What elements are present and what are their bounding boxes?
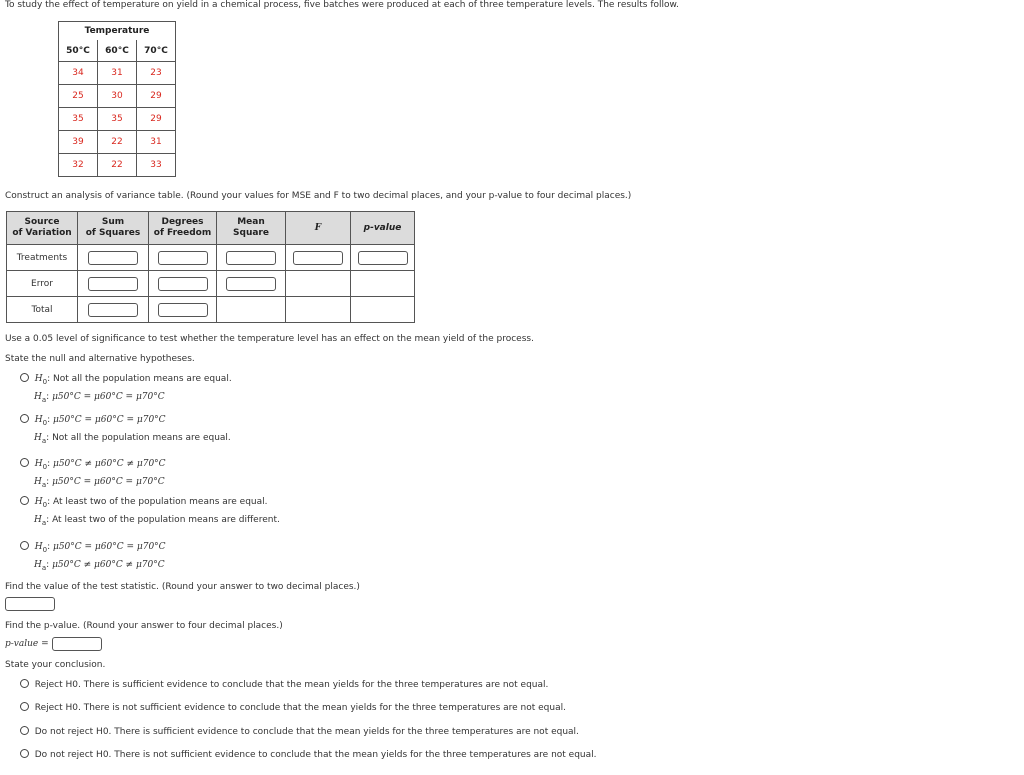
radio-button[interactable] <box>20 679 29 688</box>
conclusion-option-3[interactable] <box>20 726 579 738</box>
conclusion-text: There is not sufficient evidence to conclude that the mean yields for the three temperatures are not equal. <box>114 750 597 760</box>
ha-text: At least two of the population means are different. <box>52 515 280 525</box>
h0-text: μ50°C = μ60°C = μ70°C <box>52 542 166 552</box>
radio-button[interactable] <box>20 726 29 735</box>
h0-text: μ50°C ≠ μ60°C ≠ μ70°C <box>52 459 166 469</box>
conclusion-option-2[interactable] <box>20 702 566 714</box>
header-p-value: p-value <box>351 212 415 245</box>
table-caption: Temperature <box>59 22 176 41</box>
row-label-error: Error <box>7 271 78 297</box>
conclusion-option-1[interactable] <box>20 679 548 691</box>
error-ms-input[interactable] <box>226 277 276 291</box>
table-row <box>59 62 176 85</box>
hypothesis-option-1[interactable]: $H_0$: Not all the population means are equal. $H_a$: μ50°C = μ60°C = μ70°C <box>20 373 232 403</box>
treatments-df-input[interactable] <box>158 251 208 265</box>
conclusion-text: There is sufficient evidence to conclude that the mean yields for the three temperatures are not equal. <box>114 727 579 737</box>
error-df-input[interactable] <box>158 277 208 291</box>
anova-row-error <box>7 271 415 297</box>
ha-text: μ50°C = μ60°C = μ70°C <box>52 477 165 487</box>
radio-button[interactable] <box>20 373 29 382</box>
anova-instruction: Construct an analysis of variance table. (Round your values for MSE and F to two decimal places, and your p-value to four decimal places.) <box>5 191 632 201</box>
radio-button[interactable] <box>20 414 29 423</box>
pvalue-prompt: Find the p-value. (Round your answer to four decimal places.) <box>5 621 283 631</box>
treatments-pvalue-input[interactable] <box>358 251 408 265</box>
header-source: Source of Variation <box>7 212 78 245</box>
header-degrees-freedom: Degrees of Freedom <box>149 212 217 245</box>
total-ss-input[interactable] <box>88 303 138 317</box>
row-label-total: Total <box>7 297 78 323</box>
table-cell: 23 <box>137 62 176 85</box>
table-cell: 34 <box>59 62 98 85</box>
hypotheses-prompt: State the null and alternative hypotheses. <box>5 354 195 364</box>
treatments-f-input[interactable] <box>293 251 343 265</box>
ha-text: μ50°C = μ60°C = μ70°C <box>52 392 165 402</box>
empty-cell <box>351 271 415 297</box>
anova-row-total <box>7 297 415 323</box>
conclusion-text: There is sufficient evidence to conclude that the mean yields for the three temperatures are not equal. <box>83 680 549 690</box>
table-cell: 22 <box>98 154 137 177</box>
table-cell: 35 <box>59 108 98 131</box>
hypothesis-option-3[interactable]: $H_0$: μ50°C ≠ μ60°C ≠ μ70°C $H_a$: μ50°C = μ60°C = μ70°C <box>20 458 166 488</box>
pvalue-input[interactable] <box>52 637 102 651</box>
table-cell: 31 <box>137 131 176 154</box>
conclusion-action: Do not reject H0. <box>34 727 112 737</box>
table-row <box>59 85 176 108</box>
treatments-ss-input[interactable] <box>88 251 138 265</box>
table-cell: 31 <box>98 62 137 85</box>
ha-text: μ50°C ≠ μ60°C ≠ μ70°C <box>52 560 165 570</box>
conclusion-action: Reject H0. <box>34 703 81 713</box>
conclusion-action: Do not reject H0. <box>34 750 112 760</box>
table-cell: 35 <box>98 108 137 131</box>
header-sum-squares: Sum of Squares <box>78 212 149 245</box>
row-label-treatments: Treatments <box>7 245 78 271</box>
anova-row-treatments <box>7 245 415 271</box>
h0-text: At least two of the population means are equal. <box>52 497 268 507</box>
conclusion-action: Reject H0. <box>34 680 81 690</box>
col-header-70c: 70°C <box>137 40 176 62</box>
table-cell: 25 <box>59 85 98 108</box>
h0-text: Not all the population means are equal. <box>52 374 232 384</box>
radio-button[interactable] <box>20 749 29 758</box>
empty-cell <box>286 271 351 297</box>
conclusion-prompt: State your conclusion. <box>5 660 106 670</box>
table-cell: 33 <box>137 154 176 177</box>
table-cell: 22 <box>98 131 137 154</box>
table-cell: 29 <box>137 108 176 131</box>
radio-button[interactable] <box>20 702 29 711</box>
table-cell: 29 <box>137 85 176 108</box>
header-f: F <box>286 212 351 245</box>
table-cell: 32 <box>59 154 98 177</box>
empty-cell <box>351 297 415 323</box>
header-mean-square: Mean Square <box>217 212 286 245</box>
table-cell: 39 <box>59 131 98 154</box>
hypothesis-option-4[interactable]: $H_0$: At least two of the population means are equal. $H_a$: At least two of the population means are different. <box>20 496 280 526</box>
intro-text: To study the effect of temperature on yield in a chemical process, five batches were produced at each of three temperature levels. The results follow. <box>5 0 679 10</box>
ha-text: Not all the population means are equal. <box>52 433 231 443</box>
total-df-input[interactable] <box>158 303 208 317</box>
table-cell: 30 <box>98 85 137 108</box>
table-row <box>59 131 176 154</box>
pvalue-label: p-value = <box>5 639 49 649</box>
test-stat-prompt: Find the value of the test statistic. (Round your answer to two decimal places.) <box>5 582 360 592</box>
radio-button[interactable] <box>20 541 29 550</box>
conclusion-option-4[interactable] <box>20 749 597 761</box>
hypothesis-option-2[interactable]: $H_0$: μ50°C = μ60°C = μ70°C $H_a$: Not all the population means are equal. <box>20 414 231 444</box>
table-row <box>59 154 176 177</box>
table-row <box>59 108 176 131</box>
significance-text: Use a 0.05 level of significance to test whether the temperature level has an effect on the mean yield of the process. <box>5 334 534 344</box>
radio-button[interactable] <box>20 496 29 505</box>
temperature-data-table <box>58 21 176 177</box>
empty-cell <box>217 297 286 323</box>
h0-text: μ50°C = μ60°C = μ70°C <box>52 415 166 425</box>
empty-cell <box>286 297 351 323</box>
error-ss-input[interactable] <box>88 277 138 291</box>
col-header-50c: 50°C <box>59 40 98 62</box>
hypothesis-option-5[interactable]: $H_0$: μ50°C = μ60°C = μ70°C $H_a$: μ50°C ≠ μ60°C ≠ μ70°C <box>20 541 166 571</box>
col-header-60c: 60°C <box>98 40 137 62</box>
test-stat-input[interactable] <box>5 597 55 611</box>
treatments-ms-input[interactable] <box>226 251 276 265</box>
anova-table <box>6 211 415 323</box>
conclusion-text: There is not sufficient evidence to conclude that the mean yields for the three temperatures are not equal. <box>83 703 566 713</box>
radio-button[interactable] <box>20 458 29 467</box>
